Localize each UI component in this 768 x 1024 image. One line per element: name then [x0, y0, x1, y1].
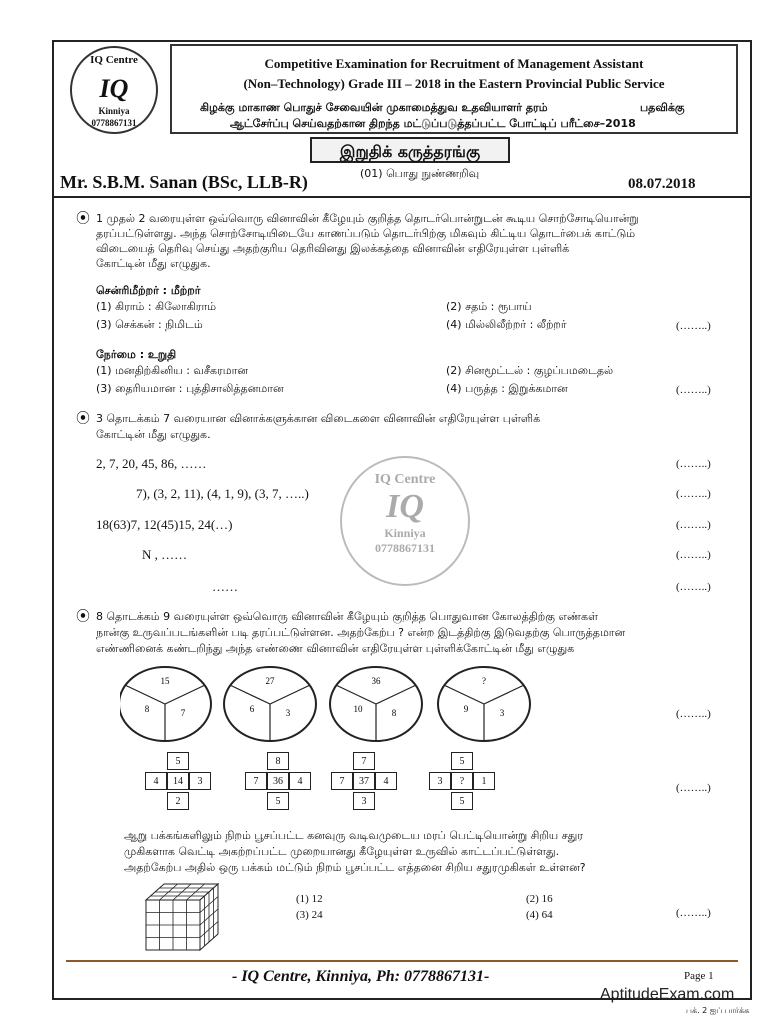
subject-label: (01) பொது நுண்ணறிவு [360, 167, 480, 180]
q6-answer-blank[interactable]: (……..) [676, 549, 711, 561]
iq-centre-logo [70, 46, 158, 134]
q2-answer-blank[interactable]: (……..) [676, 384, 711, 396]
q1-answer-blank[interactable]: (……..) [676, 320, 711, 332]
cross-cell: 3 [429, 772, 451, 790]
q9-option-2: (2) 16 [526, 893, 553, 905]
cross-cell: 7 [245, 772, 267, 790]
cross-cell: 2 [167, 792, 189, 810]
circle-number: 6 [249, 704, 255, 714]
cross-cell: 5 [451, 752, 473, 770]
q1-option-1: (1) கிராம் : கிலோகிராம் [96, 300, 217, 313]
q4-item-text: 7), (3, 2, 11), (4, 1, 9), (3, 7, …..) [136, 486, 309, 501]
logo-mark: IQ [99, 74, 129, 103]
q1-option-3: (3) செக்கன் : நிமிடம் [96, 318, 203, 331]
header-english-line2: (Non–Technology) Grade III – 2018 in the Eastern Provincial Public Service [243, 76, 665, 91]
watermark-mark: IQ [386, 488, 424, 525]
header-tamil-line2: ஆட்சேர்ப்பு செய்வதற்கான திறந்த மட்டுப்படுத்தப்பட்ட போட்டிப் பரீட்சை–2018 [230, 117, 636, 130]
cross-cell: 4 [145, 772, 167, 790]
watermark-town: Kinniya [384, 526, 426, 540]
cross-cell: 3 [353, 792, 375, 810]
cross-cell: 4 [375, 772, 397, 790]
cross-cell: 5 [451, 792, 473, 810]
q1-option-4: (4) மில்லிலீற்றர் : லீற்றர் [446, 318, 567, 331]
q3-intro-line: கோட்டின் மீது எழுதுக. [96, 428, 211, 441]
q7-item-text: …… [212, 579, 238, 594]
q1-intro-line: கோட்டின் மீது எழுதுக. [96, 257, 211, 270]
q5-item-text: 18(63)7, 12(45)15, 24(…) [96, 517, 233, 532]
footer-contact: - IQ Centre, Kinniya, Ph: 0778867131- [232, 968, 490, 985]
cross-cell: 5 [167, 752, 189, 770]
q1-intro-line: தரப்பட்டுள்ளது. அந்த சொற்சோடியிடையே காணப்படும் தொடர்பிற்கு மிகவும் கிட்டிய தொடர்பைக் காட்டும் [96, 227, 636, 240]
watermark-top-text: IQ Centre [374, 472, 436, 487]
cross-cell: 36 [267, 772, 289, 790]
q1-instructions [96, 211, 726, 271]
q2-option-1: (1) மனதிற்கினிய : வசீகரமான [96, 364, 249, 377]
q2-pair-title: நேர்மை : உறுதி [96, 348, 177, 361]
cross-cell: 37 [353, 772, 375, 790]
cross-cell: 1 [473, 772, 495, 790]
q9-intro-line: ஆறு பக்கங்களிலும் நிறம் பூசப்பட்ட கனவுரு வடிவமுடைய மரப் பெட்டியொன்று சிறிய சதுர [124, 829, 584, 842]
circle-number: 15 [160, 676, 170, 686]
cross-cell: ? [451, 772, 473, 790]
q9-intro-line: அதற்கேற்ப அதில் ஒரு பக்கம் மட்டும் நிறம் பூசப்பட்ட எத்தனை சிறிய சதுரமுகிகள் உள்ளன? [124, 861, 586, 874]
watermark-phone: 0778867131 [375, 541, 435, 555]
site-watermark: AptitudeExam.com [600, 986, 735, 1003]
question-bullet-icon: ⦿ [76, 412, 90, 427]
q2-option-3: (3) தைரியமான : புத்திசாலித்தனமான [96, 382, 284, 395]
question-bullet-icon: ⦿ [76, 212, 90, 227]
q1-intro-line: 1 முதல் 2 வரையுள்ள ஒவ்வொரு வினாவின் கீழேயும் குறித்த தொடர்பொன்றுடன் கூடிய சொற்சோடியொன்று [96, 212, 639, 225]
q8-instructions [96, 609, 726, 657]
cross-cell: 7 [353, 752, 375, 770]
q1-pair-title: சென்ரிமீற்றர் : மீற்றர் [96, 284, 201, 297]
circle-number: 27 [265, 676, 275, 686]
q9-answer-blank[interactable]: (……..) [676, 907, 711, 919]
next-page-note: பக். 2 ஐப் பார்க்க [686, 1006, 750, 1015]
exam-date: 08.07.2018 [628, 176, 696, 192]
teacher-name: Mr. S.B.M. Sanan (BSc, LLB-R) [60, 172, 308, 192]
q9-option-4: (4) 64 [526, 909, 553, 921]
q9-option-3: (3) 24 [296, 909, 323, 921]
q9-intro-line: முகிகளாக வெட்டி அகற்றப்பட்ட முறையானது கீழேயுள்ள உருவில் காட்டப்பட்டுள்ளது. [124, 845, 560, 858]
q7-answer-blank[interactable]: (……..) [676, 581, 711, 593]
cross-cell: 8 [267, 752, 289, 770]
q2-option-2: (2) சினமூட்டல் : குழப்பமடைதல் [446, 364, 614, 377]
circle-number: 3 [285, 708, 291, 718]
q3-intro-line: 3 தொடக்கம் 7 வரையான வினாக்களுக்கான விடைகளை வினாவின் எதிரேயுள்ள புள்ளிக் [96, 412, 541, 425]
q9-option-1: (1) 12 [296, 893, 323, 905]
header-divider [52, 196, 752, 198]
circle-number: 36 [371, 676, 381, 686]
header-english-line1: Competitive Examination for Recruitment of Management Assistant [264, 56, 644, 71]
cross-cell: 4 [289, 772, 311, 790]
circle-number: 9 [463, 704, 469, 714]
center-watermark-logo [340, 456, 470, 586]
q6-item-text: N , …… [142, 547, 188, 562]
q3-item-text: 2, 7, 20, 45, 86, …… [96, 456, 207, 471]
footer-divider [66, 960, 738, 962]
cross-cell: 14 [167, 772, 189, 790]
cube-figure [144, 882, 220, 952]
q8-intro-line: எண்ணினைக் கண்டறிந்து அந்த எண்ணை வினாவின் எதிரேயுள்ள புள்ளிக்கோட்டின் மீது எழுதுக [96, 642, 575, 655]
header-tamil-line1-right: பதவிக்கு [640, 101, 685, 114]
q2-option-4: (4) பருத்த : இறுக்கமான [446, 382, 568, 395]
logo-top-text: IQ Centre [90, 54, 138, 66]
logo-town: Kinniya [98, 106, 130, 116]
cross-cell: 7 [331, 772, 353, 790]
cross-cell: 3 [189, 772, 211, 790]
seminar-banner: இறுதிக் கருத்தரங்கு [310, 137, 510, 163]
q4-answer-blank[interactable]: (……..) [676, 488, 711, 500]
q1-option-2: (2) சதம் : ரூபாய் [446, 300, 532, 313]
q8-intro-line: 8 தொடக்கம் 9 வரையுள்ள ஒவ்வொரு வினாவின் கீழேயும் குறித்த பொதுவான கோலத்திற்கு எண்கள் [96, 610, 599, 623]
logo-phone: 0778867131 [91, 118, 137, 128]
cross-cell: 5 [267, 792, 289, 810]
circle-number: 8 [144, 704, 150, 714]
q9-instructions [124, 828, 728, 876]
header-tamil-line1: கிழக்கு மாகாண பொதுச் சேவையின் முகாமைத்துவ உதவியாளர் தரம் [200, 101, 548, 114]
q8b-answer-blank[interactable]: (……..) [676, 782, 711, 794]
q8-cross-figures [145, 752, 565, 814]
circle-number: 7 [180, 708, 186, 718]
question-bullet-icon: ⦿ [76, 610, 90, 625]
circle-number: 8 [391, 708, 397, 718]
circle-number: ? [482, 676, 486, 686]
q3-answer-blank[interactable]: (……..) [676, 458, 711, 470]
q5-answer-blank[interactable]: (……..) [676, 519, 711, 531]
q1-intro-line: விடையைத் தெரிவு செய்து அதற்குரிய தெரிவினது இலக்கத்தை வினாவின் எதிரேயுள்ள புள்ளிக் [96, 242, 570, 255]
page-number: Page 1 [684, 970, 714, 982]
q3-instructions [96, 411, 540, 443]
circle-number: 3 [499, 708, 505, 718]
circle-number: 10 [353, 704, 363, 714]
q8-circle-figures [120, 664, 550, 744]
q8-answer-blank[interactable]: (……..) [676, 708, 711, 720]
q8-intro-line: நான்கு உருவப்படங்களின் படி தரப்பட்டுள்ளன. அதற்கேற்ப ? என்ற இடத்திற்கு இடுவதற்கு பொருத்தமான [96, 626, 626, 639]
